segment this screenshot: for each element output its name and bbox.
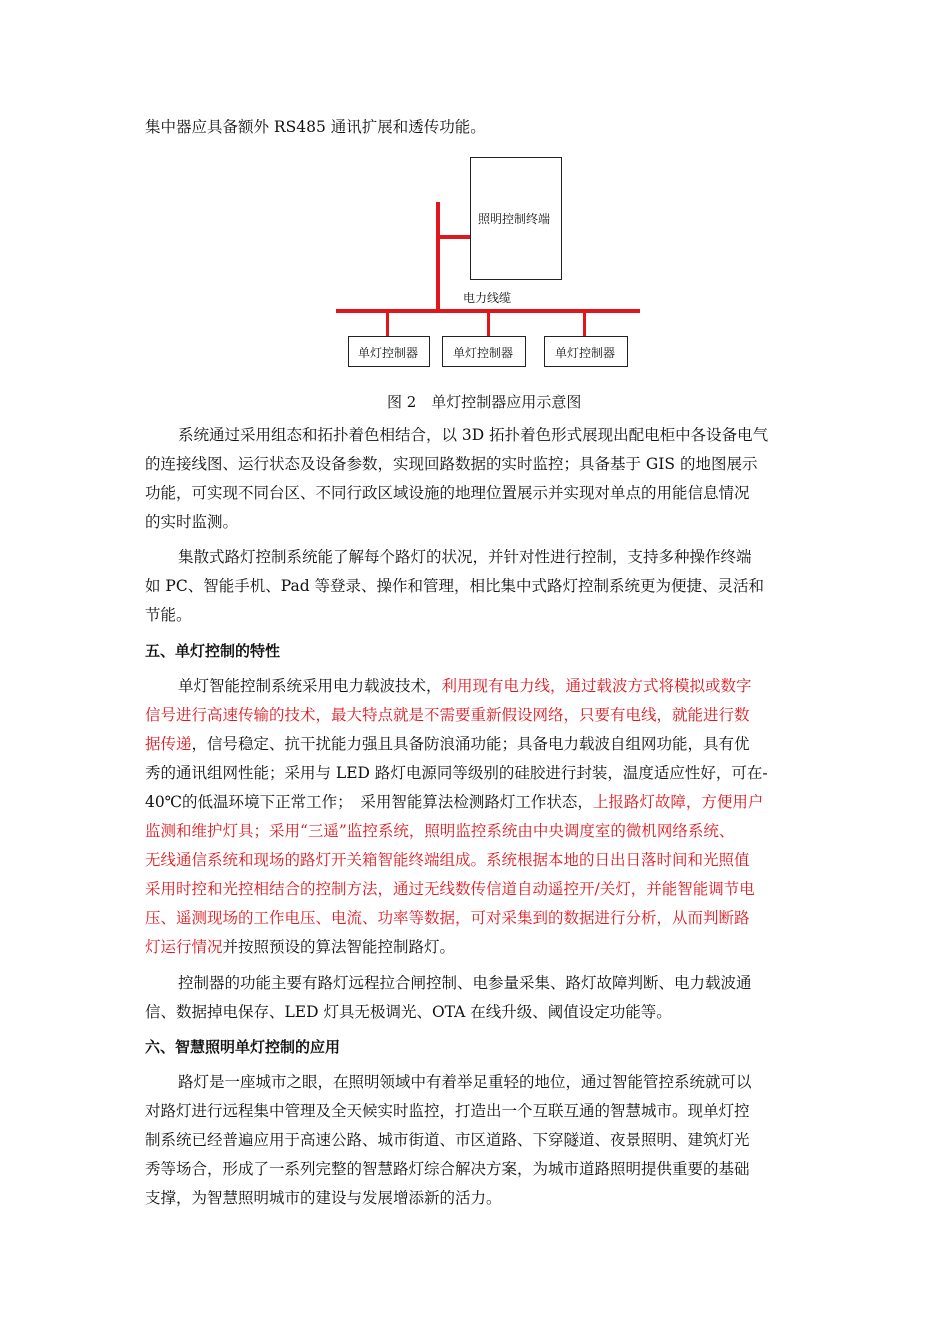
para1-line-4: 的实时监测。 (145, 513, 239, 531)
lighting-terminal-box (470, 157, 562, 280)
para3-l10-black: 并按照预设的算法智能控制路灯。 (222, 938, 456, 956)
intro-line: 集中器应具备额外 RS485 通讯扩展和透传功能。 (145, 118, 486, 136)
para1-line-1: 系统通过采用组态和拓扑着色相结合，以 3D 拓扑着色形式展现出配电柜中各设备电气 (178, 426, 769, 444)
para4-line-2: 信、数据掉电保存、LED 灯具无极调光、OTA 在线升级、阈值设定功能等。 (145, 1003, 672, 1021)
drop-line-3 (583, 311, 586, 336)
controller-label-2: 单灯控制器 (453, 346, 514, 360)
figure-caption: 图 2 单灯控制器应用示意图 (387, 393, 582, 411)
section-heading-5: 五、单灯控制的特性 (145, 642, 281, 660)
para3-l3-black: ，信号稳定、抗干扰能力强且具备防浪涌功能；具备电力载波自组网功能，具有优 (191, 735, 750, 753)
para3-l1-black: 单灯智能控制系统采用电力载波技术， (178, 677, 442, 695)
para3-l5-black: 40℃的低温环境下正常工作； 采用智能算法检测路灯工作状态， (145, 793, 593, 811)
para3-line-3 (145, 734, 750, 754)
para3-line-2: 信号进行高速传输的技术，最大特点就是不需要重新假设网络，只要有电线，就能进行数 (145, 706, 750, 724)
para3-line-10 (145, 937, 455, 957)
section-heading-6: 六、智慧照明单灯控制的应用 (145, 1038, 341, 1056)
terminal-branch-line (436, 235, 470, 239)
controller-label-1: 单灯控制器 (358, 346, 419, 360)
terminal-label: 照明控制终端 (478, 212, 551, 226)
controller-box-3 (544, 336, 628, 367)
para5-line-5: 支撑，为智慧照明城市的建设与发展增添新的活力。 (145, 1189, 502, 1207)
para5-line-3: 制系统已经普遍应用于高速公路、城市街道、市区道路、下穿隧道、夜景照明、建筑灯光 (145, 1131, 750, 1149)
para2-line-3: 节能。 (145, 606, 192, 624)
para3-line-4: 秀的通讯组网性能；采用与 LED 路灯电源同等级别的硅胶进行封装，温度适应性好，可在- (145, 764, 768, 782)
drop-line-2 (487, 311, 490, 336)
para1-line-2: 的连接线图、运行状态及设备参数，实现回路数据的实时监控；具备基于 GIS 的地图展示 (145, 455, 758, 473)
controller-box-2 (442, 336, 526, 367)
para3-line-7: 无线通信系统和现场的路灯开关箱智能终端组成。系统根据本地的日出日落时间和光照值 (145, 851, 750, 869)
controller-label-3: 单灯控制器 (555, 346, 616, 360)
trunk-line (436, 202, 440, 312)
controller-box-1 (348, 336, 430, 367)
drop-line-1 (386, 311, 389, 336)
para3-l3-red: 据传递 (145, 735, 192, 753)
para2-line-2: 如 PC、智能手机、Pad 等登录、操作和管理，相比集中式路灯控制系统更为便捷、灵活和 (145, 577, 765, 595)
para3-l1-red: 利用现有电力线，通过载波方式将模拟或数字 (441, 677, 752, 695)
para3-l10-red: 灯运行情况 (145, 938, 223, 956)
para3-line-9: 压、遥测现场的工作电压、电流、功率等数据，可对采集到的数据进行分析，从而判断路 (145, 909, 750, 927)
para3-line-6: 监测和维护灯具；采用“三遥”监控系统，照明监控系统由中央调度室的微机网络系统、 (145, 822, 735, 840)
para2-line-1: 集散式路灯控制系统能了解每个路灯的状况，并针对性进行控制，支持多种操作终端 (178, 548, 752, 566)
para5-line-4: 秀等场合，形成了一系列完整的智慧路灯综合解决方案，为城市道路照明提供重要的基础 (145, 1160, 750, 1178)
para4-line-1: 控制器的功能主要有路灯远程拉合闸控制、电参量采集、路灯故障判断、电力载波通 (178, 974, 752, 992)
para3-line-5 (145, 792, 763, 812)
para3-l5-red: 上报路灯故障，方便用户 (592, 793, 764, 811)
cable-label: 电力线缆 (463, 291, 512, 305)
single-lamp-controller-diagram (330, 150, 650, 375)
para3-line-1 (178, 676, 752, 696)
para5-line-1: 路灯是一座城市之眼，在照明领域中有着举足重轻的地位，通过智能管控系统就可以 (178, 1073, 752, 1091)
para3-line-8: 采用时控和光控相结合的控制方法，通过无线数传信道自动遥控开/关灯，并能智能调节电 (145, 880, 755, 898)
para1-line-3: 功能，可实现不同台区、不同行政区域设施的地理位置展示并实现对单点的用能信息情况 (145, 484, 750, 502)
para5-line-2: 对路灯进行远程集中管理及全天候实时监控，打造出一个互联互通的智慧城市。现单灯控 (145, 1102, 750, 1120)
